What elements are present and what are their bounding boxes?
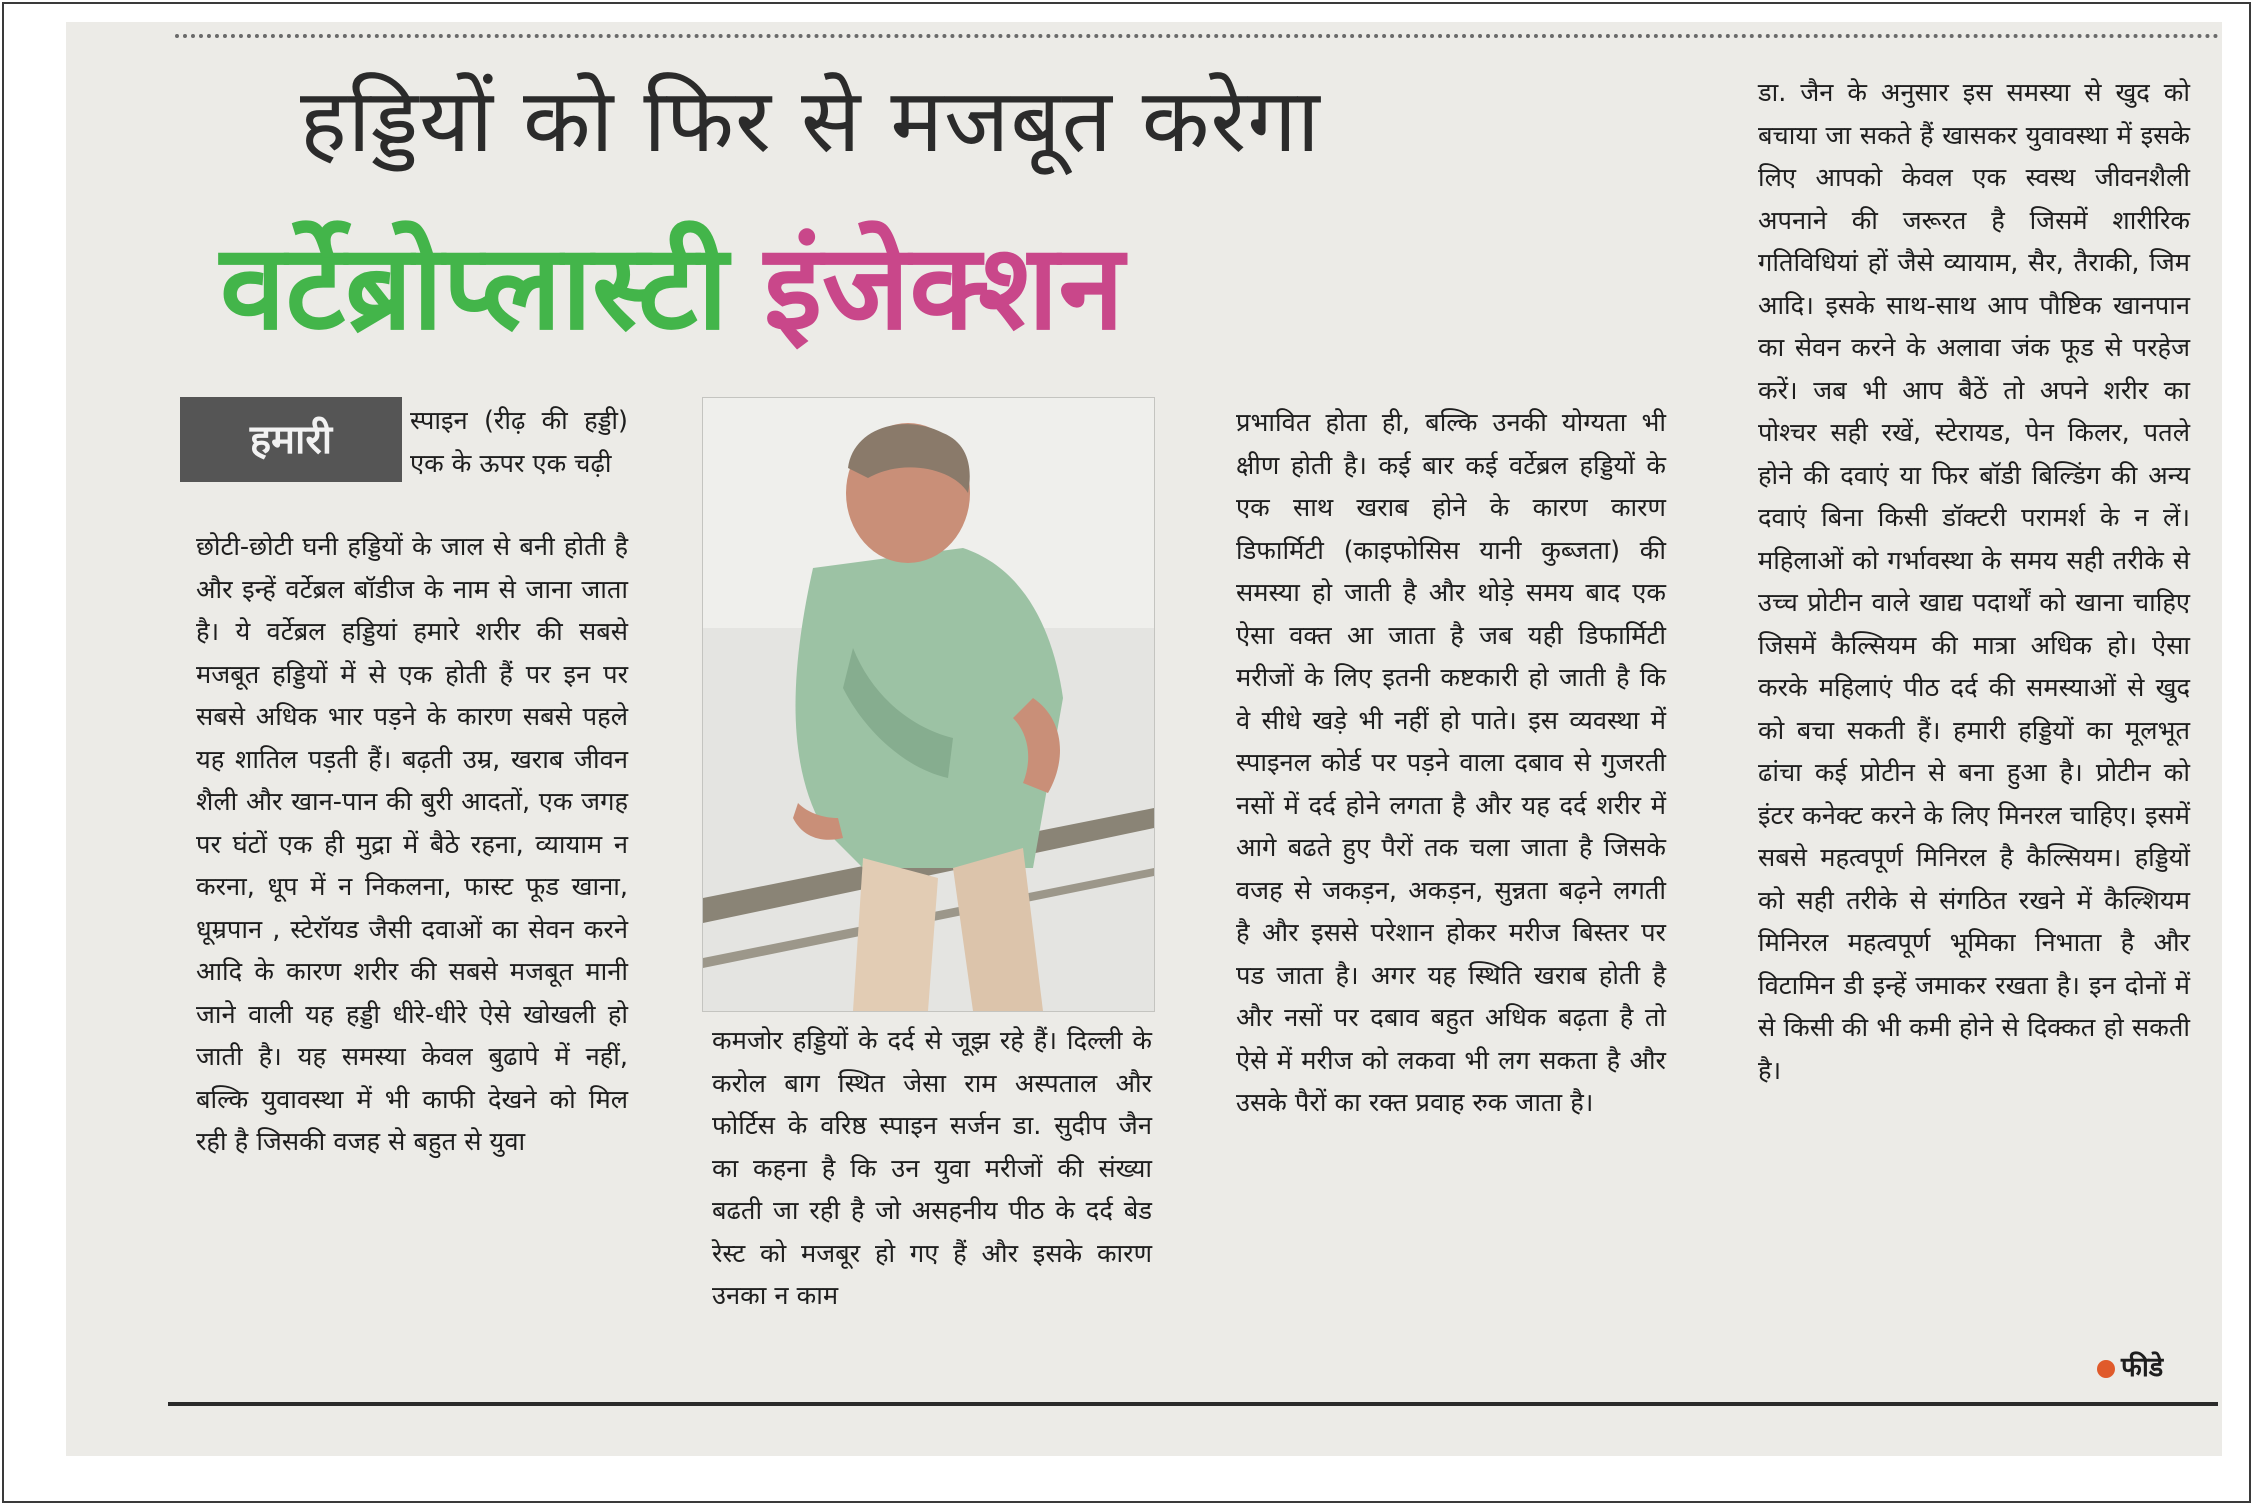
top-dotted-rule bbox=[175, 34, 2220, 38]
section-tag: हमारी bbox=[180, 397, 402, 482]
article-photo bbox=[702, 397, 1155, 1012]
photo-caption-column: कमजोर हड्डियों के दर्द से जूझ रहे हैं। दिल्ली के करोल बाग स्थित जेसा राम अस्पताल और फोर्टिस के वरिष्ठ स्पाइन सर्जन डा. सुदीप जैन का कहना है कि उन युवा मरीजों की संख्या बढती जा रही है जो असहनीय पीठ के दर्द बेड रेस्ट को मजबूर हो गए हैं और इसके कारण उनका न काम bbox=[712, 1026, 1152, 1311]
headline-line-1: हड्डियों को फिर से मजबूत करेगा bbox=[300, 69, 1321, 172]
headline-pink-word: इंजेक्शन bbox=[764, 218, 1125, 356]
credit-text: फीडे bbox=[2121, 1352, 2164, 1383]
headline-line-2 bbox=[220, 212, 1640, 362]
headline-green-word: वर्टेब्रोप्लास्टी bbox=[220, 218, 728, 356]
author-credit bbox=[2097, 1347, 2217, 1389]
man-with-back-pain-image bbox=[703, 398, 1154, 1011]
bottom-rule bbox=[168, 1402, 2218, 1406]
column-3: प्रभावित होता ही, बल्कि उनकी योग्यता भी क्षीण होती है। कई बार कई वर्टेब्रल हड्डियों के एक साथ खराब होने के कारण कारण डिफार्मिटी (काइफोसिस यानी कुब्जता) की समस्या हो जाती है और थोड़े समय बाद एक ऐसा वक्त आ जाता है जब यही डिफार्मिटी मरीजों के लिए इतनी कष्टकारी हो जाती है कि वे सीधे खड़े भी नहीं हो पाते। इस व्यवस्था में स्पाइनल कोर्ड पर पड़ने वाला दबाव से गुजरती नसों में दर्द होने लगता है और यह दर्द शरीर में आगे बढते हुए पैरों तक चला जाता है जिसके वजह से जकड़न, अकड़न, सुन्नता बढ़ने लगती है और इससे परेशान होकर मरीज बिस्तर पर पड जाता है। अगर यह स्थिति खराब होती है और नसों पर दबाव बहुत अधिक बढ़ता है तो ऐसे में मरीज को लकवा भी लग सकता है और उसके पैरों का रक्त प्रवाह रुक जाता है। bbox=[1236, 408, 1666, 1118]
credit-dot-icon bbox=[2097, 1360, 2115, 1378]
column-1: छोटी-छोटी घनी हड्डियों के जाल से बनी होती है और इन्हें वर्टेब्रल बॉडीज के नाम से जाना जाता है। ये वर्टेब्रल हड्डियां हमारे शरीर की सबसे मजबूत हड्डियों में से एक होती हैं पर इन पर सबसे अधिक भार पड़ने के कारण सबसे पहले यह शातिल पड़ती हैं। बढ़ती उम्र, खराब जीवन शैली और खान-पान की बुरी आदतों, एक जगह पर घंटों एक ही मुद्रा में बैठे रहना, व्यायाम न करना, धूप में न निकलना, फास्ट फूड खाना, धूम्रपान , स्टेरॉयड जैसी दवाओं का सेवन करने आदि के कारण शरीर की सबसे मजबूत मानी जाने वाली यह हड्डी धीरे-धीरे ऐसे खोखली हो जाती है। यह समस्या केवल बुढापे में नहीं, बल्कि युवावस्था में भी काफी देखने को मिल रही है जिसकी वजह से बहुत से युवा bbox=[196, 532, 628, 1157]
column-1-lead: स्पाइन (रीढ़ की हड्डी) एक के ऊपर एक चढ़ी bbox=[410, 406, 628, 479]
column-4: डा. जैन के अनुसार इस समस्या से खुद को बचाया जा सकते हैं खासकर युवावस्था में इसके लिए आपको केवल एक स्वस्थ जीवनशैली अपनाने की जरूरत है जिसमें शारीरिक गतिविधियां हों जैसे व्यायाम, सैर, तैराकी, जिम आदि। इसके साथ-साथ आप पौष्टिक खानपान का सेवन करने के अलावा जंक फूड से परहेज करें। जब भी आप बैठें तो अपने शरीर का पोश्चर सही रखें, स्टेरायड, पेन किलर, पतले होने की दवाएं या फिर बॉडी बिल्डिंग की अन्य दवाएं बिना किसी डॉक्टरी परामर्श के न लें। महिलाओं को गर्भावस्था के समय सही तरीके से उच्च प्रोटीन वाले खाद्य पदार्थों को खाना चाहिए जिसमें कैल्सियम की मात्रा अधिक हो। ऐसा करके महिलाएं पीठ दर्द की समस्याओं से खुद को बचा सकती हैं। हमारी हड्डियों का मूलभूत ढांचा कई प्रोटीन से बना हुआ है। प्रोटीन को इंटर कनेक्ट करने के लिए मिनरल चाहिए। इसमें सबसे महत्वपूर्ण मिनिरल है कैल्सियम। हड्डियों को सही तरीके से संगठित रखने में कैल्शियम मिनिरल महत्वपूर्ण भूमिका निभाता है और विटामिन डी इन्हें जमाकर रखता है। इन दोनों में से किसी की भी कमी होने से दिक्कत हो सकती है। bbox=[1758, 78, 2190, 1086]
